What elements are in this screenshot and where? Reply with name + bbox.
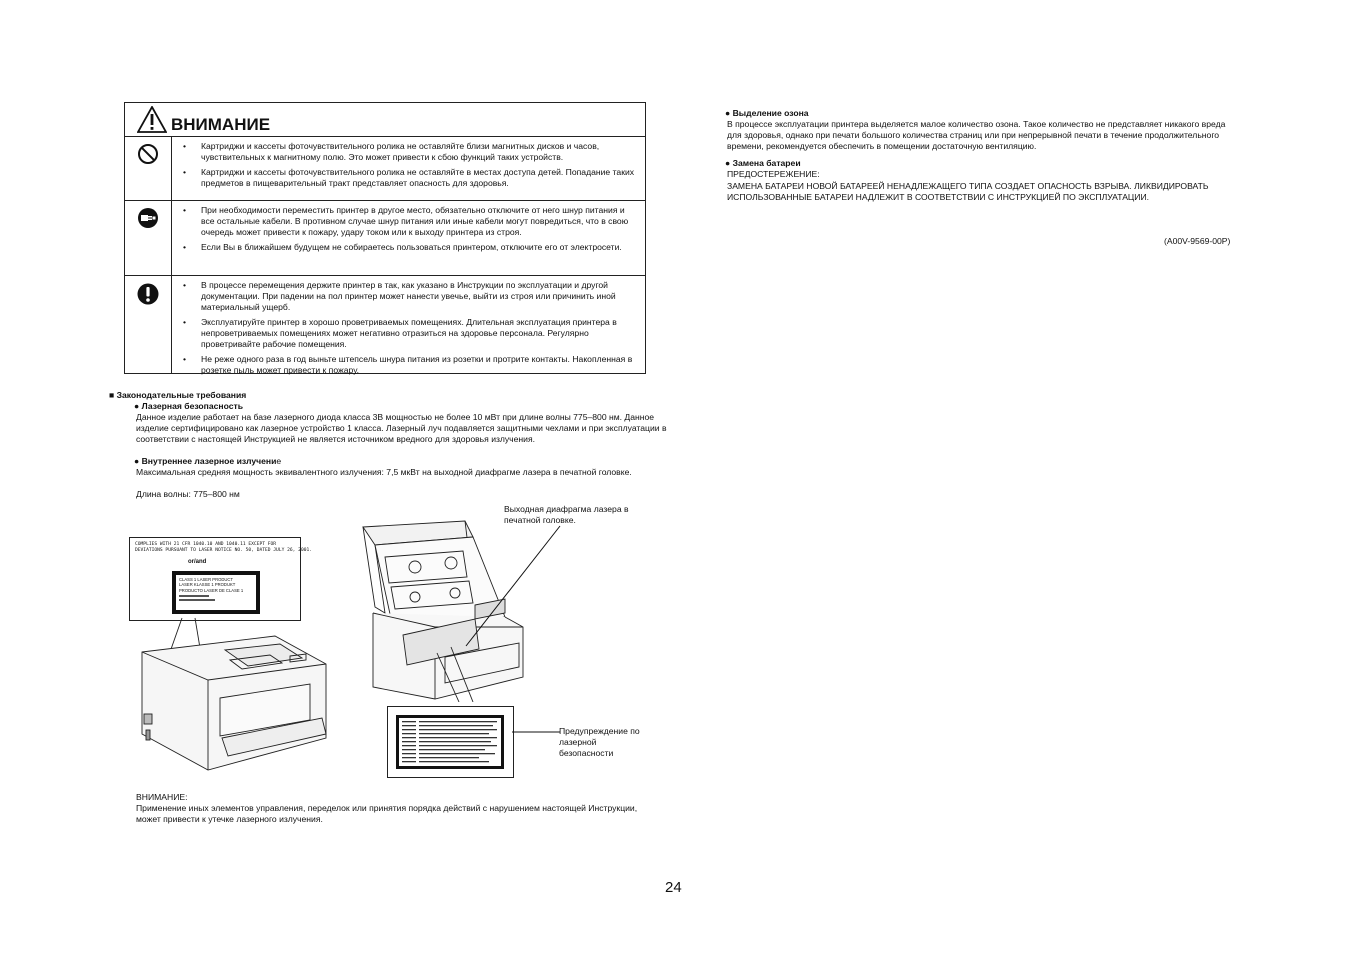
internal-laser-text: Максимальная средняя мощность эквивалентного излучения: 7,5 мкВт на выходной диафрагме лазера в печатной головке. xyxy=(136,467,632,477)
caution-group-exclamation xyxy=(125,276,645,374)
laser-safety-heading: ● Лазерная безопасность xyxy=(134,401,244,411)
caution-group-unplug xyxy=(125,201,645,276)
caution-item: • Не реже одного раза в год выньте штепсель шнура питания из розетки и протрите контакты. Накопленная в розетке пыль может привести к пожару. xyxy=(201,354,639,376)
caution-item: • При необходимости переместить принтер в другое место, обязательно отключите от него шнур питания и все остальные кабели. В противном случае шнур питания или иные кабели могут повредиться, что в свою очередь может привести к пожару, удару током или к выходу принтера из строя. xyxy=(201,205,639,238)
prohibited-icon xyxy=(137,143,159,165)
exclamation-icon xyxy=(137,282,159,306)
ozone-text: В процессе эксплуатации принтера выделяется малое количество озона. Такое количество не представляет никакого вреда для здоровья, однако при печати большого количества страниц или при непрерывной печати в течение продолжительного времени, рекомендуется обеспечить в помещении достаточную вентиляцию. xyxy=(727,119,1226,151)
caution-title: ВНИМАНИЕ xyxy=(171,115,271,134)
battery-text: ЗАМЕНА БАТАРЕИ НОВОЙ БАТАРЕЕЙ НЕНАДЛЕЖАЩЕГО ТИПА СОЗДАЕТ ОПАСНОСТЬ ВЗРЫВА. ЛИКВИДИРОВАТЬ ИСПОЛЬЗОВАННЫЕ БАТАРЕИ НАДЛЕЖИТ В СООТВЕТСТВИИ С ИНСТРУКЦИЕЙ ПО ЭКСПЛУАТАЦИИ. xyxy=(727,181,1209,202)
document-code: (A00V-9569-00P) xyxy=(1164,236,1231,246)
warning-triangle-icon xyxy=(137,106,167,133)
label-line: CLASS 1 LASER PRODUCT xyxy=(179,577,233,582)
caution-item: • В процессе перемещения держите принтер в так, как указано в Инструкции по эксплуатации и другой документации. При падении на пол принтер может нанести увечье, выйти из строя или причинить иной материальный ущерб. xyxy=(201,280,639,313)
warning-label-text-icon xyxy=(399,718,501,766)
caution-box xyxy=(124,102,646,374)
caution-item: • Эксплуатируйте принтер в хорошо проветриваемых помещениях. Длительная эксплуатация принтера в непроветриваемых помещениях может негативно отразиться на здоровье персонала. Регулярно проветривайте рабочие помещения. xyxy=(201,317,639,350)
caution-item: • Картриджи и кассеты фоточувствительного ролика не оставляйте в местах доступа детей. Попадание таких предметов в пищеварительный тракт представляет опасность для здоровья. xyxy=(201,167,639,189)
warning-note-title: ВНИМАНИЕ: xyxy=(136,792,188,802)
callout-aperture: Выходная диафрагма лазера в печатной головке. xyxy=(504,504,629,525)
ozone-heading: ● Выделение озона xyxy=(725,108,809,118)
laser-warning-label xyxy=(387,706,514,778)
battery-heading: ● Замена батареи xyxy=(725,158,801,168)
callout-warning: Предупреждение по лазерной безопасности xyxy=(559,726,640,758)
legal-heading: ■ Законодательные требования xyxy=(109,390,247,400)
certification-label xyxy=(129,537,313,621)
callout-line-aperture xyxy=(460,522,570,652)
class1-label xyxy=(172,571,260,614)
printer-closed-illustration xyxy=(130,610,340,780)
page-number: 24 xyxy=(665,879,682,896)
or-and-text: or/and xyxy=(188,559,207,565)
caution-group-prohibited xyxy=(125,137,645,201)
wavelength-text: Длина волны: 775–800 нм xyxy=(136,489,240,499)
caution-item: • Если Вы в ближайшем будущем не собираетесь пользоваться принтером, отключите его от электросети. xyxy=(201,242,639,253)
warning-note-text: Применение иных элементов управления, переделок или принятия порядка действий с нарушением настоящей Инструкции, может привести к утечке лазерного излучения. xyxy=(136,803,638,824)
label-line: LASER KLASSE 1 PRODUKT xyxy=(179,582,236,588)
label-line: PRODUCTO LASER DE CLASE 1 xyxy=(179,587,244,593)
label-line: COMPLIES WITH 21 CFR 1040.10 AND 1040.11 EXCEPT FOR xyxy=(135,542,277,547)
caution-header xyxy=(125,103,645,137)
battery-subheading: ПРЕДОСТЕРЕЖЕНИЕ: xyxy=(727,169,820,179)
laser-safety-text: Данное изделие работает на базе лазерного диода класса 3B мощностью не более 10 мВт при длине волны 775–800 нм. Данное изделие сертифицировано как лазерное устройство 1 класса. Лазерный луч подавляется защитными чехлами и при эксплуатации в соответствии с настоящей Инструкцией не является источником вредного для здоровья излучения. xyxy=(136,412,667,444)
label-line: DEVIATIONS PURSUANT TO LASER NOTICE NO. 50, DATED JULY 26, 2001. xyxy=(135,547,313,553)
unplug-icon xyxy=(137,207,159,229)
internal-laser-heading: ● Внутреннее лазерное излучение xyxy=(134,456,282,466)
caution-item: • Картриджи и кассеты фоточувствительного ролика не оставляйте близи магнитных дисков и часов, чувствительных к магнитному полю. Это может привести к сбою функций таких устройств. xyxy=(201,141,639,163)
callout-line-warning xyxy=(512,729,562,735)
